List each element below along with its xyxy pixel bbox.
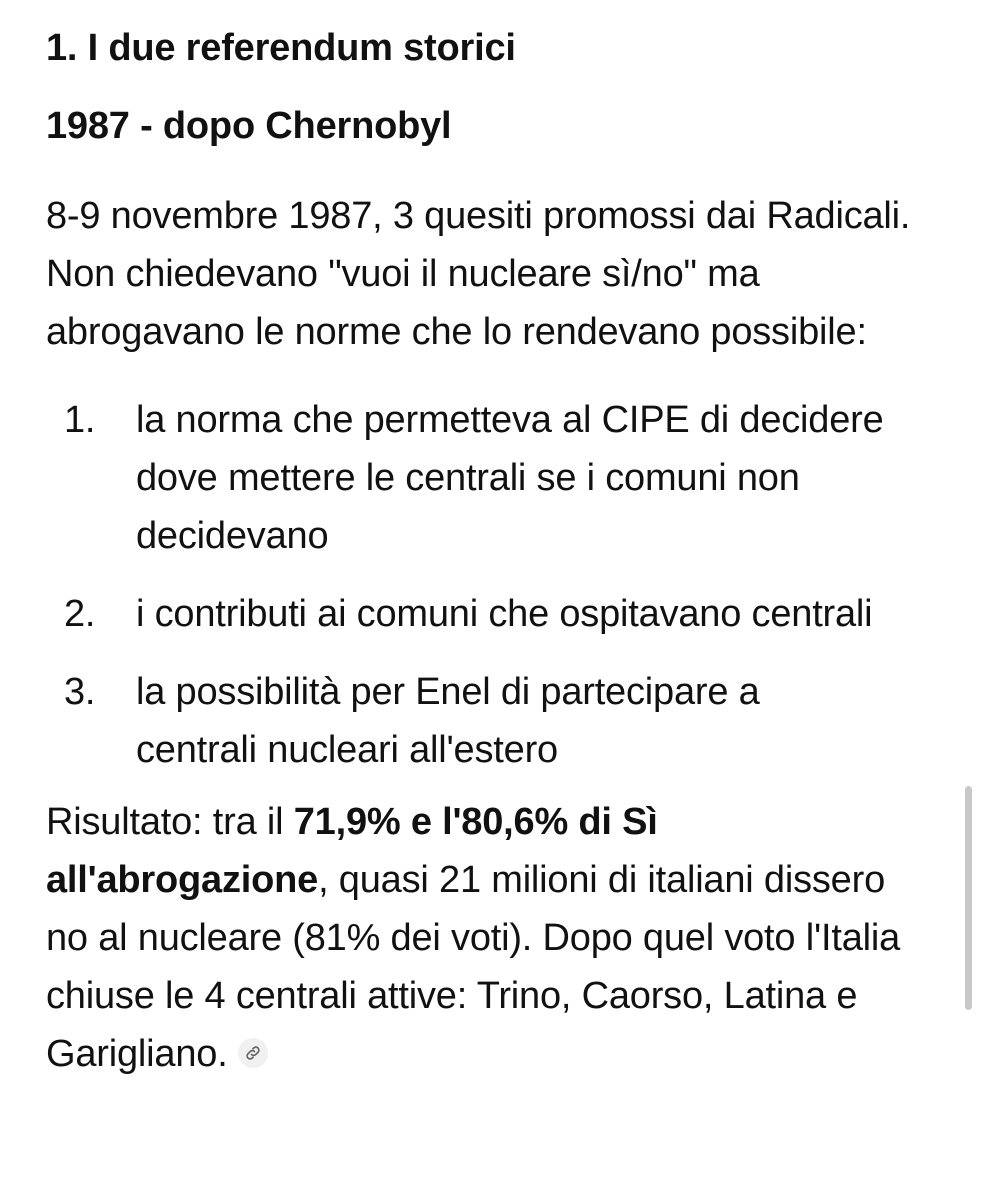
section-heading: 1. I due referendum storici — [46, 27, 516, 69]
scrollbar[interactable] — [965, 786, 972, 1010]
result-highlight: 71,9% e l'80,6% di Sì all'abrogazione — [46, 801, 658, 901]
result-prefix: Risultato: tra il — [46, 801, 294, 843]
list-item-text: la norma che permetteva al CIPE di decidere dove mettere le centrali se i comuni non decidevano — [136, 399, 884, 557]
list-item-text: i contributi ai comuni che ospitavano centrali — [136, 593, 873, 635]
list-item — [46, 391, 926, 565]
list-item-number: 2. — [64, 593, 96, 635]
intro-paragraph: 8-9 novembre 1987, 3 quesiti promossi dai Radicali. Non chiedevano "vuoi il nucleare sì/no" ma abrogavano le norme che lo rendevano possibile: — [46, 195, 911, 353]
list-item-number: 1. — [64, 399, 96, 441]
quesiti-list — [46, 391, 926, 779]
list-item-text: la possibilità per Enel di partecipare a centrali nucleari all'estero — [136, 671, 760, 771]
result-suffix: , quasi 21 milioni di italiani dissero no al nucleare (81% dei voti). Dopo quel voto l'Italia chiuse le 4 centrali attive: Trino, Caorso, Latina e Garigliano. — [46, 859, 901, 1075]
article-content — [46, 22, 926, 1083]
subsection-heading: 1987 - dopo Chernobyl — [46, 105, 452, 147]
list-item-number: 3. — [64, 671, 96, 713]
list-item — [46, 663, 926, 779]
result-paragraph — [46, 793, 926, 1083]
citation-link-button[interactable] — [238, 1038, 268, 1068]
list-item — [46, 585, 926, 643]
link-icon — [244, 1044, 262, 1062]
